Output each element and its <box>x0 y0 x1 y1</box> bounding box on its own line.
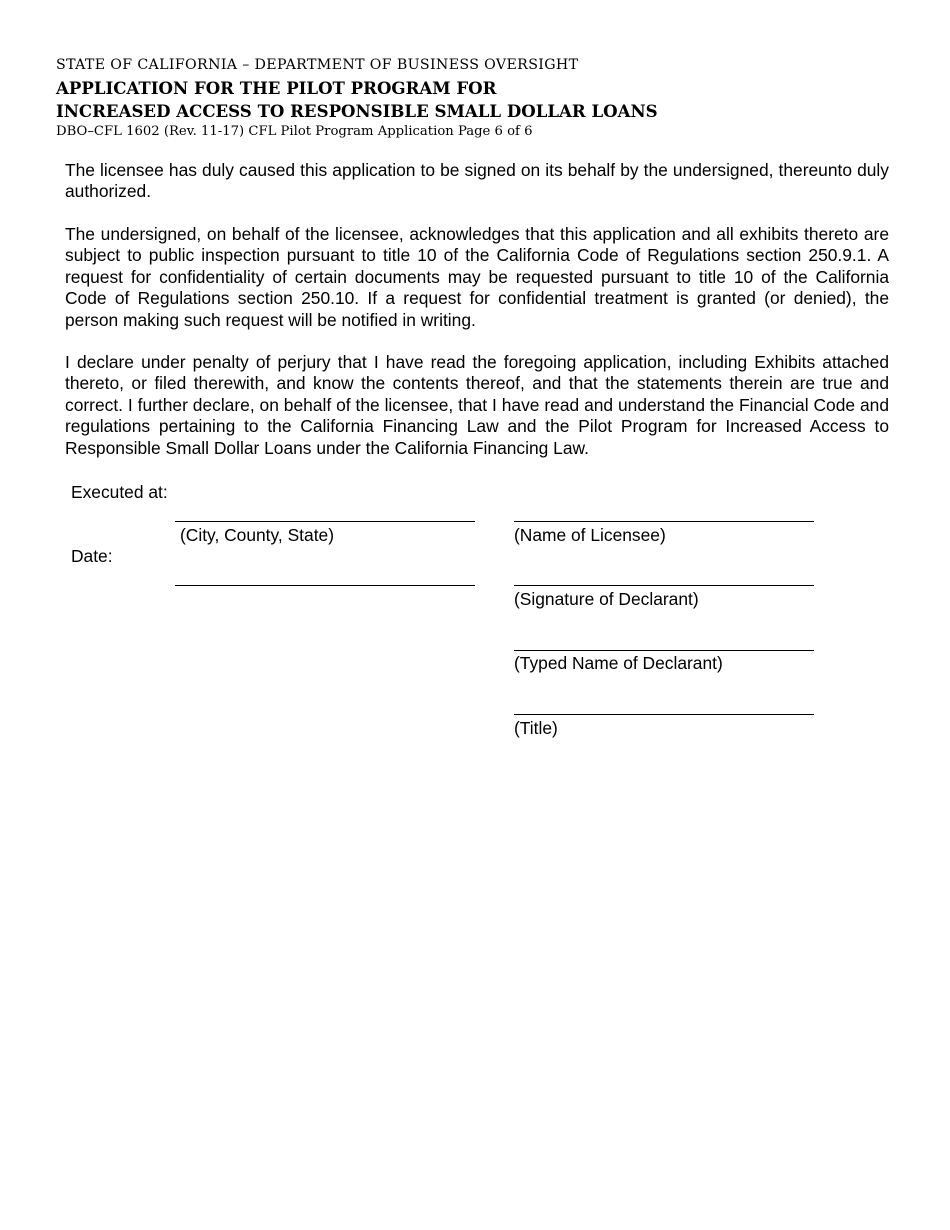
date-line[interactable] <box>175 585 475 586</box>
date-label: Date: <box>71 546 113 566</box>
signature-line[interactable] <box>514 585 814 586</box>
form-title-line-1: APPLICATION FOR THE PILOT PROGRAM FOR <box>56 78 497 98</box>
name-of-licensee-caption: (Name of Licensee) <box>514 525 666 545</box>
signature-caption: (Signature of Declarant) <box>514 589 699 609</box>
authorization-paragraph: The licensee has duly caused this application to be signed on its behalf by the undersigned, thereunto duly authorized. <box>65 160 889 202</box>
form-title-line-2: INCREASED ACCESS TO RESPONSIBLE SMALL DOLLAR LOANS <box>56 101 658 121</box>
public-inspection-paragraph: The undersigned, on behalf of the licensee, acknowledges that this application and all exhibits thereto are subject to public inspection pursuant to title 10 of the California Code of Regulations section 250.9.1. A request for confidentiality of certain documents may be requested pursuant to title 10 of the California Code of Regulations section 250.10. If a request for confidential treatment is granted (or denied), the person making such request will be notified in writing. <box>65 224 889 330</box>
title-line[interactable] <box>514 714 814 715</box>
declaration-paragraph: I declare under penalty of perjury that I have read the foregoing application, including Exhibits attached thereto, or filed therewith, and know the contents thereof, and that the statements therein are true and correct. I further declare, on behalf of the licensee, that I have read and understand the Financial Code and regulations pertaining to the California Financing Law and the Pilot Program for Increased Access to Responsible Small Dollar Loans under the California Financing Law. <box>65 352 889 458</box>
title-caption: (Title) <box>514 718 558 738</box>
city-county-state-caption: (City, County, State) <box>180 525 334 545</box>
typed-name-caption: (Typed Name of Declarant) <box>514 653 723 673</box>
agency-name: STATE OF CALIFORNIA – DEPARTMENT OF BUSINESS OVERSIGHT <box>56 57 579 73</box>
city-county-state-line[interactable] <box>175 521 475 522</box>
name-of-licensee-line[interactable] <box>514 521 814 522</box>
executed-at-label: Executed at: <box>71 482 168 502</box>
typed-name-line[interactable] <box>514 650 814 651</box>
form-reference: DBO–CFL 1602 (Rev. 11-17) CFL Pilot Program Application Page 6 of 6 <box>56 124 533 139</box>
